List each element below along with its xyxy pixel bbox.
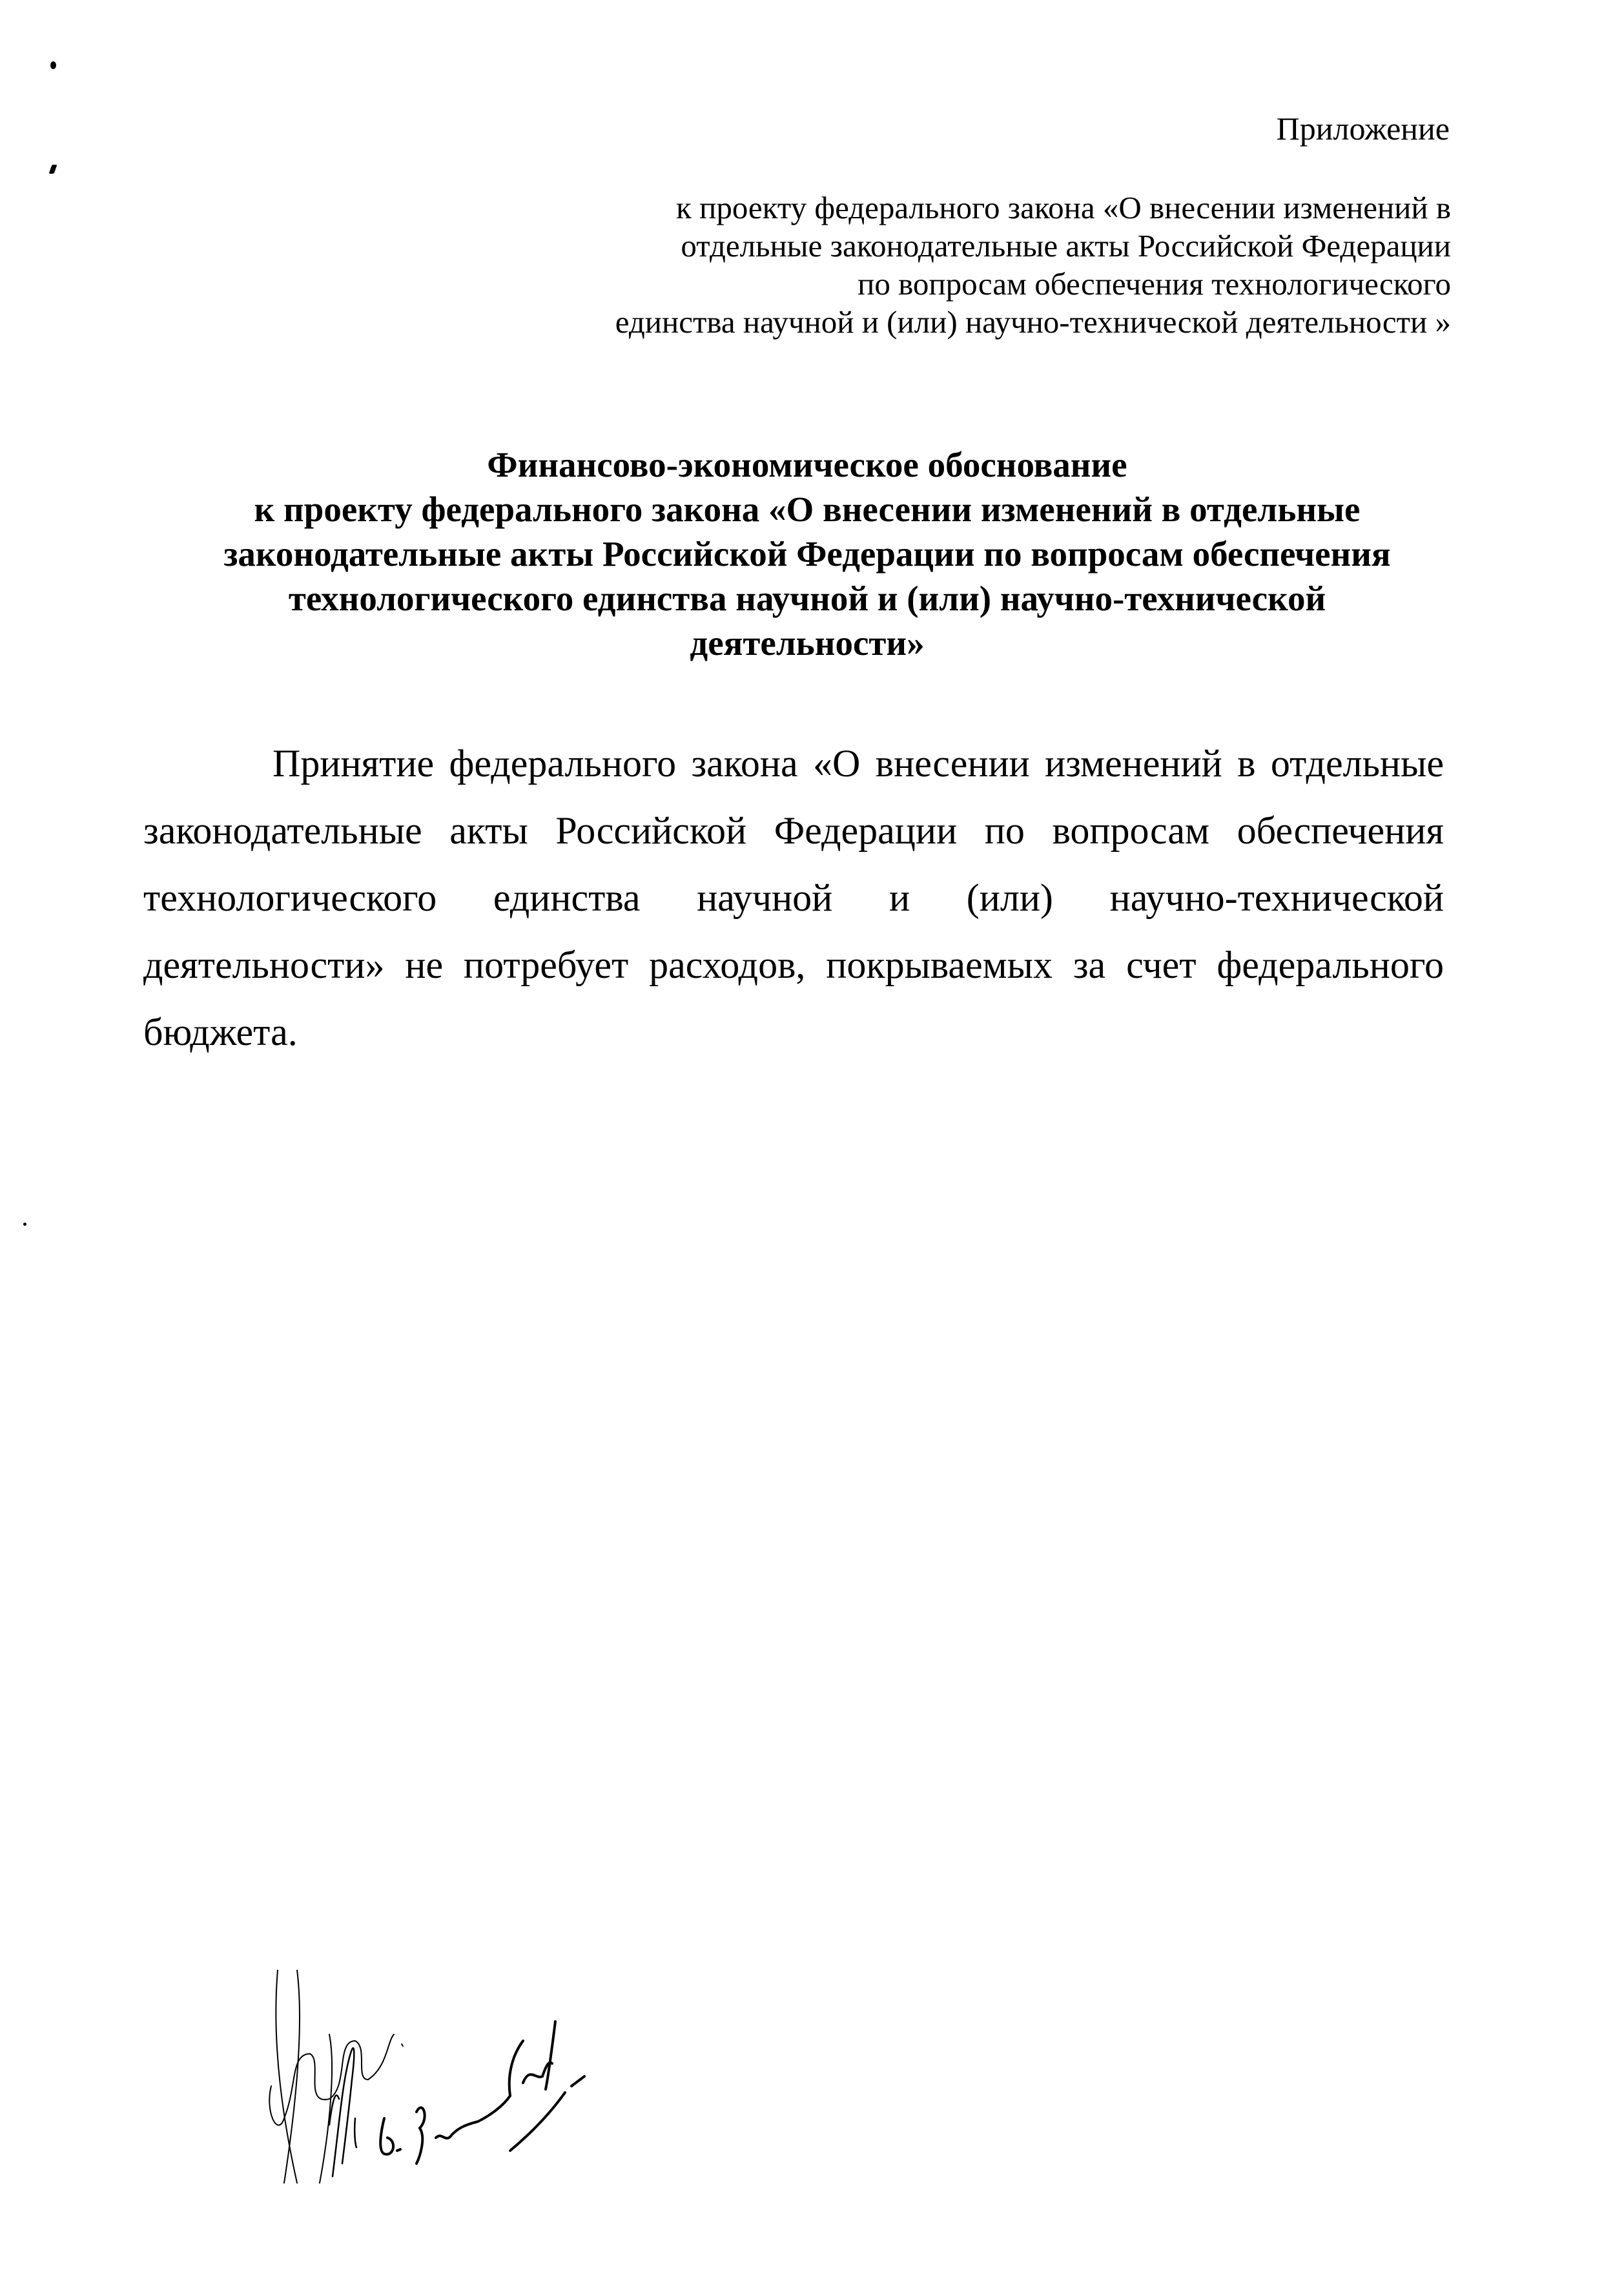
scan-speck [48,165,57,174]
signature-3 [380,2118,400,2155]
appendix-reference-line: к проекту федерального закона «О внесении изменений в [676,190,1451,225]
title-line: законодательные акты Российской Федерации по вопросам обеспечения [223,534,1391,574]
appendix-reference-line: по вопросам обеспечения технологического [858,266,1451,302]
scan-speck [23,1223,26,1226]
document-title [149,442,1466,665]
signatures [258,1970,1550,2228]
appendix-reference-line: единства научной и (или) научно-технической деятельности » [615,304,1451,340]
scan-speck [50,61,56,69]
appendix-label: Приложение [1276,110,1450,147]
appendix-reference-line: отдельные законодательные акты Российской Федерации [681,228,1451,264]
title-line: технологического единства научной и (или) научно-технической [288,579,1326,618]
title-line: деятельности» [690,623,925,663]
document-body [143,730,1444,1066]
body-paragraph: Принятие федерального закона «О внесении изменений в отдельные законодательные акты Российской Федерации по вопросам обеспечения технологического единства научной и (или) научно-технической деятельности» не потребует расходов, покрываемых за счет федерального бюджета. [143,742,1444,1053]
signature-2 [329,2048,356,2176]
title-line: к проекту федерального закона «О внесении изменений в отдельные [254,490,1361,529]
appendix-reference [615,189,1451,341]
signature-4 [416,2021,584,2164]
title-line: Финансово-экономическое обоснование [487,445,1127,484]
